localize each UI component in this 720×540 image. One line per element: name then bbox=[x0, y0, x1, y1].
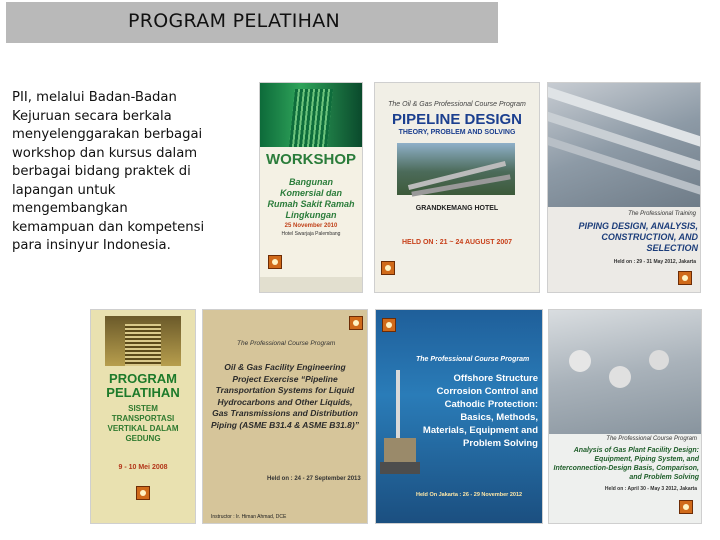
offshore-held: Held On Jakarta : 26 - 29 November 2012 bbox=[416, 492, 523, 498]
pii-logo-icon bbox=[678, 271, 692, 285]
page-title: PROGRAM PELATIHAN bbox=[128, 10, 341, 32]
title-bar bbox=[6, 2, 498, 43]
gasplant-heading: Analysis of Gas Plant Facility Design: Equipment, Piping System, and Interconnection-Design Basis, Comparison, and Problem Solving bbox=[553, 447, 699, 481]
pipeline-photo bbox=[397, 143, 515, 195]
poster-gasplant-facility bbox=[549, 310, 701, 523]
pii-logo-icon bbox=[382, 318, 396, 332]
workshop-subtitle: Bangunan Komersial dan Rumah Sakit Ramah Lingkungan bbox=[267, 177, 355, 220]
poster-pipeline-design bbox=[375, 83, 539, 292]
pii-logo-icon bbox=[349, 316, 363, 330]
pii-logo-icon bbox=[136, 486, 150, 500]
gasplant-series: The Professional Course Program bbox=[606, 436, 697, 442]
piping-photo bbox=[548, 83, 700, 207]
pii-logo-icon bbox=[268, 255, 282, 269]
offshore-heading: Offshore Structure Corrosion Control and Cathodic Protection: Basics, Methods, Materials, Equipment and Problem Solving bbox=[422, 373, 538, 449]
workshop-date: 25 November 2010 bbox=[284, 223, 338, 229]
poster-oilgas-facility bbox=[203, 310, 367, 523]
oilgas-series: The Professional Course Program bbox=[237, 340, 336, 347]
piping-held: Held on : 29 - 31 May 2012, Jakarta bbox=[613, 259, 696, 265]
pipeline-held: HELD ON : 21 ~ 24 AUGUST 2007 bbox=[401, 239, 513, 246]
piping-series: The Professional Training bbox=[628, 211, 696, 217]
gasplant-photo bbox=[549, 310, 701, 434]
transport-subtitle: SISTEM TRANSPORTASI VERTIKAL DALAM GEDUNG bbox=[107, 404, 179, 443]
pii-logo-icon bbox=[381, 261, 395, 275]
poster-piping-design bbox=[548, 83, 700, 292]
pipeline-hotel: GRANDKEMANG HOTEL bbox=[415, 205, 499, 212]
oilgas-held: Held on : 24 - 27 September 2013 bbox=[267, 476, 361, 482]
pipeline-series: The Oil & Gas Professional Course Program bbox=[388, 101, 526, 108]
poster-workshop bbox=[260, 83, 362, 292]
rig-illustration bbox=[384, 370, 414, 490]
oilgas-heading: Oil & Gas Facility Engineering Project Exercise “Pipeline Transportation Systems for Liquid Hydrocarbons and Other Liquids, Gas Transmissions and Distribution Piping (ASME B31.4 & ASME B31.8)” bbox=[211, 362, 359, 430]
pipeline-subheading: THEORY, PROBLEM AND SOLVING bbox=[398, 129, 516, 136]
piping-heading: PIPING DESIGN, ANALYSIS, CONSTRUCTION, AND SELECTION bbox=[578, 221, 698, 253]
pii-logo-icon bbox=[679, 500, 693, 514]
workshop-heading: WORKSHOP bbox=[266, 151, 356, 168]
escalator-photo bbox=[105, 316, 181, 366]
pipeline-heading: PIPELINE DESIGN bbox=[391, 111, 523, 128]
description-text: PII, melalui Badan-Badan Kejuruan secara berkala menyelenggarakan berbagai workshop dan kursus dalam berbagai bidang praktek di lapangan untuk mengembangkan kemampuan dan kompetensi para insinyur Indonesia. bbox=[12, 90, 205, 253]
poster-transportasi-vertikal bbox=[91, 310, 195, 523]
poster-offshore-structure bbox=[376, 310, 542, 523]
workshop-venue: Hotel Swarjaja Palembang bbox=[281, 231, 341, 237]
gasplant-held: Held on : April 30 - May 3 2012, Jakarta bbox=[604, 486, 697, 492]
transport-date: 9 - 10 Mei 2008 bbox=[118, 464, 168, 471]
offshore-series: The Professional Course Program bbox=[416, 356, 530, 363]
transport-heading: PROGRAM PELATIHAN bbox=[106, 371, 180, 400]
building-illustration bbox=[260, 83, 362, 147]
oilgas-instructor: Instructor : Ir. Himan Ahmad, DCE bbox=[211, 514, 287, 520]
